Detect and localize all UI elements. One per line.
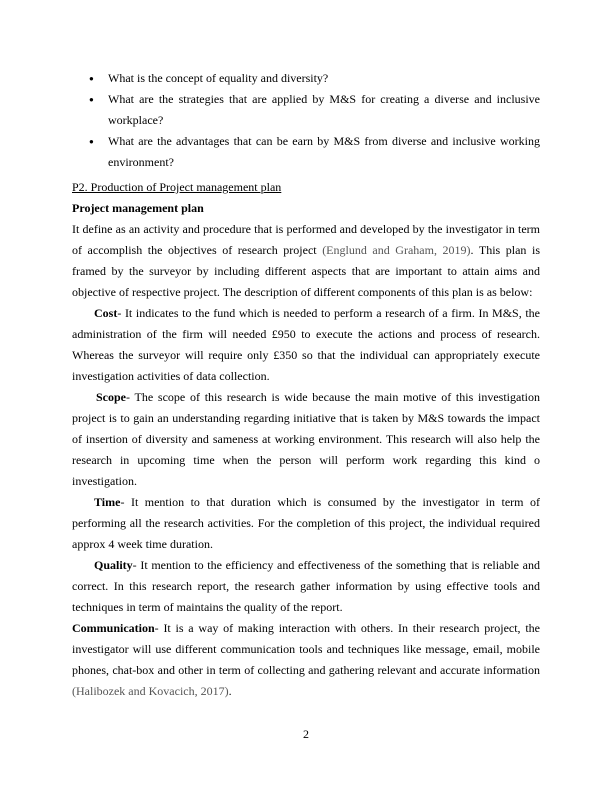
intro-text-1: It define as an activity and procedure that is performed and developed by the investigator in term of accomplish the objectives of research project [72, 222, 540, 257]
communication-text: - It is a way of making interaction with others. In their research project, the investigator will use different communication tools and techniques like message, email, mobile phones, chat-box and other in term of collecting and gathering relevant and accurate information [72, 621, 540, 677]
research-questions-list [72, 68, 540, 173]
intro-text-2: . This plan is framed by the surveyor by including different aspects that are important to attain aims and objective of respective project. The description of different components of this plan is as below: [72, 243, 540, 299]
time-paragraph [72, 492, 540, 555]
section-title: P2. Production of Project management plan [72, 180, 282, 194]
quality-text: - It mention to the efficiency and effectiveness of the something that is reliable and correct. In this research report, the research gather information by using effective tools and techniques in term of maintains the quality of the report. [72, 558, 540, 614]
scope-text: - The scope of this research is wide because the main motive of this investigation project is to gain an understanding regarding initiative that is taken by M&S towards the impact of insertion of diversity and sameness at working environment. This research will also help the research in upcoming time when the person will perform work regarding this kind o investigation. [72, 390, 540, 488]
cost-label: Cost [94, 306, 118, 320]
scope-paragraph [72, 387, 540, 492]
bullet-item: ● What are the strategies that are applied by M&S for creating a diverse and inclusive workplace? [72, 89, 540, 131]
bullet-item: ● What are the advantages that can be earn by M&S from diverse and inclusive working environment? [72, 131, 540, 173]
quality-label: Quality [94, 558, 133, 572]
page-number: 2 [303, 727, 309, 741]
time-text: - It mention to that duration which is consumed by the investigator in term of performing all the research activities. For the completion of this project, the individual required approx 4 week time duration. [72, 495, 540, 551]
scope-label: Scope [96, 390, 126, 404]
plan-heading [72, 198, 540, 219]
plan-heading-text: Project management plan [72, 201, 204, 215]
cost-paragraph [72, 303, 540, 387]
communication-citation: (Halibozek and Kovacich, 2017) [72, 684, 229, 698]
communication-paragraph [72, 618, 540, 702]
bullet-item: ● What is the concept of equality and diversity? [72, 68, 540, 89]
cost-text: - It indicates to the fund which is needed to perform a research of a firm. In M&S, the administration of the firm will needed £950 to execute the actions and process of research. Whereas the surveyor will require only £350 so that the individual can appropriately execute investigation activities of data collection. [72, 306, 540, 383]
communication-label: Communication [72, 621, 155, 635]
intro-citation: (Englund and Graham, 2019) [322, 243, 471, 257]
communication-end: . [228, 684, 232, 698]
page-content [72, 68, 540, 702]
intro-paragraph [72, 219, 540, 303]
time-label: Time [94, 495, 121, 509]
quality-paragraph [72, 555, 540, 618]
